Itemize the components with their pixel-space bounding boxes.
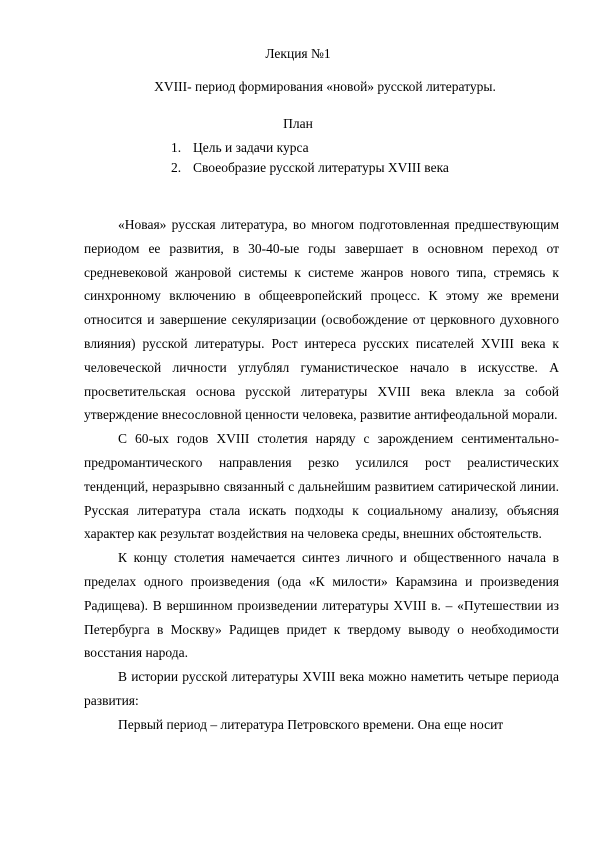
plan-item-text: Цель и задачи курса: [193, 140, 309, 155]
plan-item-number: 2.: [171, 160, 182, 175]
body-paragraph: С 60-ых годов XVIII столетия наряду с зарождением сентиментально- предромантического направления резко усилился рост реалистических тенденций, неразрывно связанный с дальнейшим развитием сатирической линии. Русская литература стала искать подходы к социальному анализу, объясняя характер как результат воздействия на человека среды, внешних обстоятельств.: [84, 431, 559, 542]
body-paragraph: К концу столетия намечается синтез личного и общественного начала в пределах одного произведения (ода «К милости» Карамзина и произведения Радищева). В вершинном произведении литературы XVIII в. – «Путешествии из Петербурга в Москву» Радищев придет к твердому выводу о необходимости восстания народа.: [84, 550, 559, 661]
lecture-subtitle: XVIII- период формирования «новой» русской литературы.: [154, 79, 496, 94]
lecture-body: [84, 213, 559, 737]
plan-heading: План: [283, 116, 313, 131]
body-paragraph: В истории русской литературы XVIII века можно наметить четыре периода развития:: [84, 669, 559, 708]
lecture-title: Лекция №1: [265, 46, 331, 61]
plan-item: [171, 158, 449, 178]
plan-item-text: Своеобразие русской литературы XVIII века: [193, 160, 449, 175]
plan-item-number: 1.: [171, 140, 182, 155]
plan-item: [171, 138, 449, 158]
body-paragraph: «Новая» русская литература, во многом подготовленная предшествующим периодом ее развития, в 30-40-ые годы завершает в основном переход от средневековой жанровой системы к системе жанров нового типа, стремясь к синхронному включению в общеевропейский процесс. К этому же времени относится и завершение секуляризации (освобождение от церковного духовного влияния) русской литературы. Рост интереса русских писателей XVIII века к человеческой личности углублял гуманистическое начало в искусстве. А просветительская основа русской литературы XVIII века влекла за собой утверждение внесословной ценности человека, развитие антифеодальной морали.: [84, 217, 559, 423]
body-paragraph: Первый период – литература Петровского времени. Она еще носит: [118, 716, 504, 732]
plan-list: [171, 138, 449, 178]
